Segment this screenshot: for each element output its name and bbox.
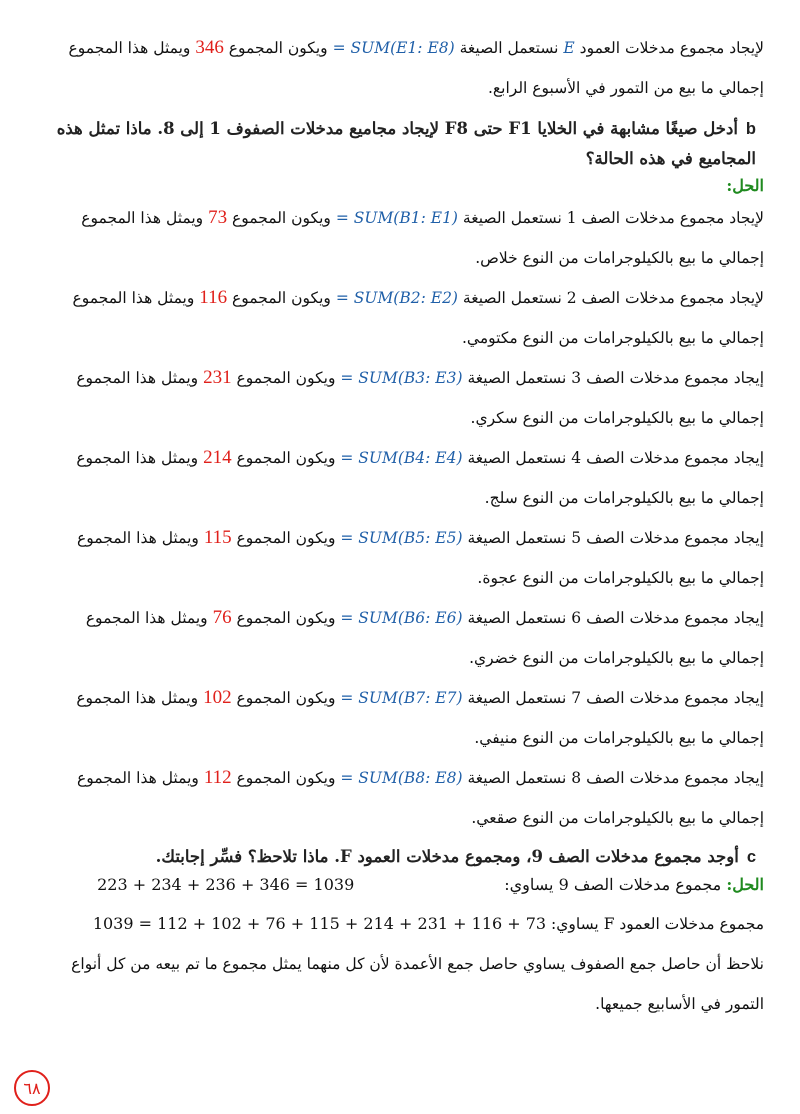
row-formula: = SUM(B7: E7) [340, 689, 463, 707]
row-sum-item: لإيجاد مجموع مدخلات الصف 2 نستعمل الصيغة = SUM(B2: E2) ويكون المجموع 116 ويمثل هذا المجموع إجمالي ما بيع بالكيلوجرامات من النوع مكتومي. [72, 287, 764, 347]
row-sum-value: 214 [203, 447, 232, 468]
row-sum-value: 231 [203, 367, 232, 388]
question-c-marker: c [746, 848, 756, 866]
question-b-text: أدخل صيغًا مشابهة في الخلايا F1 حتى F8 لإيجاد مجاميع مدخلات الصفوف 1 إلى 8. ماذا تمثل هذه المجاميع في هذه الحالة؟ [56, 119, 756, 168]
row-sum-item: إيجاد مجموع مدخلات الصف 3 نستعمل الصيغة = SUM(B3: E3) ويكون المجموع 231 ويمثل هذا المجموع إجمالي ما بيع بالكيلوجرامات من النوع سكري. [76, 367, 764, 427]
row-formula: = SUM(B3: E3) [340, 369, 463, 387]
row9-sum [36, 872, 764, 898]
intro-text-d: ويمثل هذا المجموع إجمالي ما بيع من التمور في الأسبوع الرابع. [68, 39, 764, 97]
solution-b-label: الحل: [726, 176, 764, 195]
row-formula: = SUM(B5: E5) [340, 529, 463, 547]
row-sum-value: 73 [208, 207, 228, 228]
intro-variable: E [563, 39, 575, 57]
conclusion-text: نلاحظ أن حاصل جمع الصفوف يساوي حاصل جمع الأعمدة لأن كل منهما يمثل مجموع ما تم بيعه من كل أنواع التمور في الأسابيع جميعها. [71, 955, 764, 1013]
row-formula: = SUM(B6: E6) [340, 609, 463, 627]
colF-sum [36, 904, 764, 944]
row-sum-value: 112 [203, 767, 232, 788]
question-c [36, 842, 764, 872]
row-sum-item: إيجاد مجموع مدخلات الصف 6 نستعمل الصيغة = SUM(B6: E6) ويكون المجموع 76 ويمثل هذا المجموع إجمالي ما بيع بالكيلوجرامات من النوع خضري. [85, 607, 764, 667]
row-sum-value: 116 [199, 287, 228, 308]
row-sum-item: لإيجاد مجموع مدخلات الصف 1 نستعمل الصيغة = SUM(B1: E1) ويكون المجموع 73 ويمثل هذا المجموع إجمالي ما بيع بالكيلوجرامات من النوع خلاص. [81, 207, 764, 267]
intro-formula: = SUM(E1: E8) [332, 39, 455, 57]
row-sum-item: إيجاد مجموع مدخلات الصف 8 نستعمل الصيغة = SUM(B8: E8) ويكون المجموع 112 ويمثل هذا المجموع إجمالي ما بيع بالكيلوجرامات من النوع صقعي. [77, 767, 764, 827]
intro-paragraph [36, 28, 764, 108]
intro-text-c: ويكون المجموع [228, 39, 328, 57]
page-number-badge [14, 1070, 50, 1106]
row-formula: = SUM(B1: E1) [335, 209, 458, 227]
row-sums-list [36, 198, 764, 838]
intro-text-a: لإيجاد مجموع مدخلات العمود [579, 39, 764, 57]
row-sum-item: إيجاد مجموع مدخلات الصف 4 نستعمل الصيغة = SUM(B4: E4) ويكون المجموع 214 ويمثل هذا المجموع إجمالي ما بيع بالكيلوجرامات من النوع سلج. [76, 447, 764, 507]
row-sum-item: إيجاد مجموع مدخلات الصف 5 نستعمل الصيغة = SUM(B5: E5) ويكون المجموع 115 ويمثل هذا المجموع إجمالي ما بيع بالكيلوجرامات من النوع عجوة. [77, 527, 764, 587]
row9-equation: 223 + 234 + 236 + 346 = 1039 [97, 875, 355, 894]
row-formula: = SUM(B8: E8) [340, 769, 463, 787]
page-number: ٦٨ [23, 1078, 41, 1098]
row-formula: = SUM(B2: E2) [335, 289, 458, 307]
intro-sum-value: 346 [195, 37, 224, 58]
intro-text-b: نستعمل الصيغة [459, 39, 559, 57]
row9-label: مجموع مدخلات الصف 9 يساوي: [504, 875, 722, 894]
question-c-text: أوجد مجموع مدخلات الصف 9، ومجموع مدخلات العمود F. ماذا تلاحظ؟ فسِّر إجابتك. [155, 847, 739, 866]
question-b-marker: b [745, 120, 756, 138]
solution-c-label: الحل: [726, 875, 764, 894]
row-sum-value: 102 [203, 687, 232, 708]
row-sum-value: 115 [203, 527, 232, 548]
row-sum-item: إيجاد مجموع مدخلات الصف 7 نستعمل الصيغة = SUM(B7: E7) ويكون المجموع 102 ويمثل هذا المجموع إجمالي ما بيع بالكيلوجرامات من النوع منيفي. [76, 687, 764, 747]
question-b [36, 114, 764, 174]
colF-equation: 1039 = 112 + 102 + 76 + 115 + 214 + 231 + 116 + 73 [92, 914, 547, 933]
row-sum-value: 76 [212, 607, 232, 628]
row-formula: = SUM(B4: E4) [340, 449, 463, 467]
colF-label: مجموع مدخلات العمود F يساوي: [551, 915, 764, 933]
